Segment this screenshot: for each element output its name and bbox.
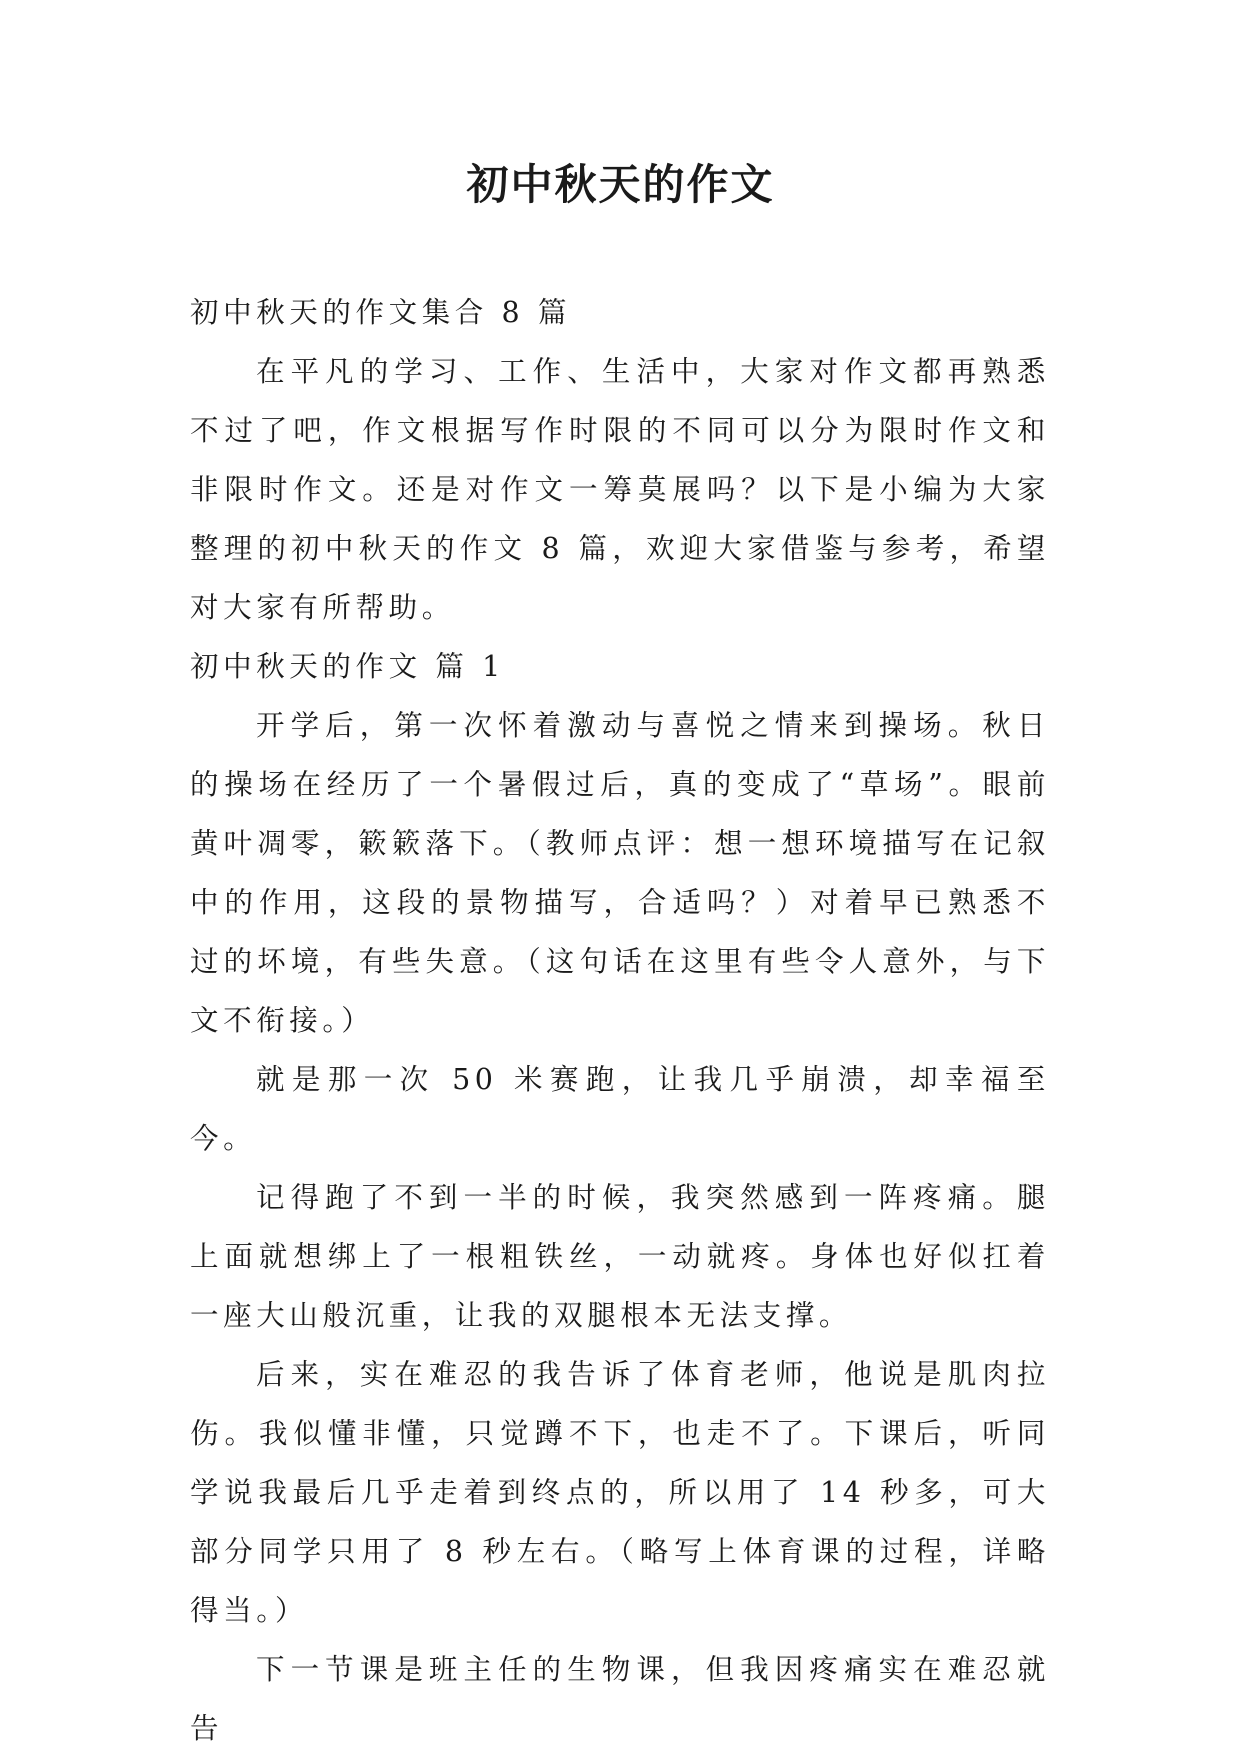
body-paragraph: 就是那一次 50 米赛跑，让我几乎崩溃，却幸福至今。 xyxy=(190,1063,1050,1155)
page-title: 初中秋天的作文 xyxy=(466,160,775,209)
body-paragraph: 开学后，第一次怀着激动与喜悦之情来到操场。秋日的操场在经历了一个暑假过后，真的变成了“草场”。眼前黄叶凋零，簌簌落下。（教师点评：想一想环境描写在记叙中的作用，这段的景物描写，合适吗？）对着早已熟悉不过的坏境，有些失意。（这句话在这里有些令人意外，与下文不衔接。） xyxy=(190,709,1050,1037)
intro-paragraph: 在平凡的学习、工作、生活中，大家对作文都再熟悉不过了吧，作文根据写作时限的不同可以分为限时作文和非限时作文。还是对作文一筹莫展吗？以下是小编为大家整理的初中秋天的作文 8 篇，欢迎大家借鉴与参考，希望对大家有所帮助。 xyxy=(190,355,1050,624)
body-paragraph: 下一节课是班主任的生物课，但我因疼痛实在难忍就告 xyxy=(190,1653,1050,1745)
document-body xyxy=(190,283,1050,1758)
section-heading: 初中秋天的作文 篇 1 xyxy=(190,650,505,683)
body-paragraph: 后来，实在难忍的我告诉了体育老师，他说是肌肉拉伤。我似懂非懂，只觉蹲不下，也走不了。下课后，听同学说我最后几乎走着到终点的，所以用了 14 秒多，可大部分同学只用了 8 秒左右。（略写上体育课的过程，详略得当。） xyxy=(190,1358,1050,1627)
collection-heading: 初中秋天的作文集合 8 篇 xyxy=(190,296,572,329)
body-paragraph: 记得跑了不到一半的时候，我突然感到一阵疼痛。腿上面就想绑上了一根粗铁丝，一动就疼。身体也好似扛着一座大山般沉重，让我的双腿根本无法支撑。 xyxy=(190,1181,1050,1332)
